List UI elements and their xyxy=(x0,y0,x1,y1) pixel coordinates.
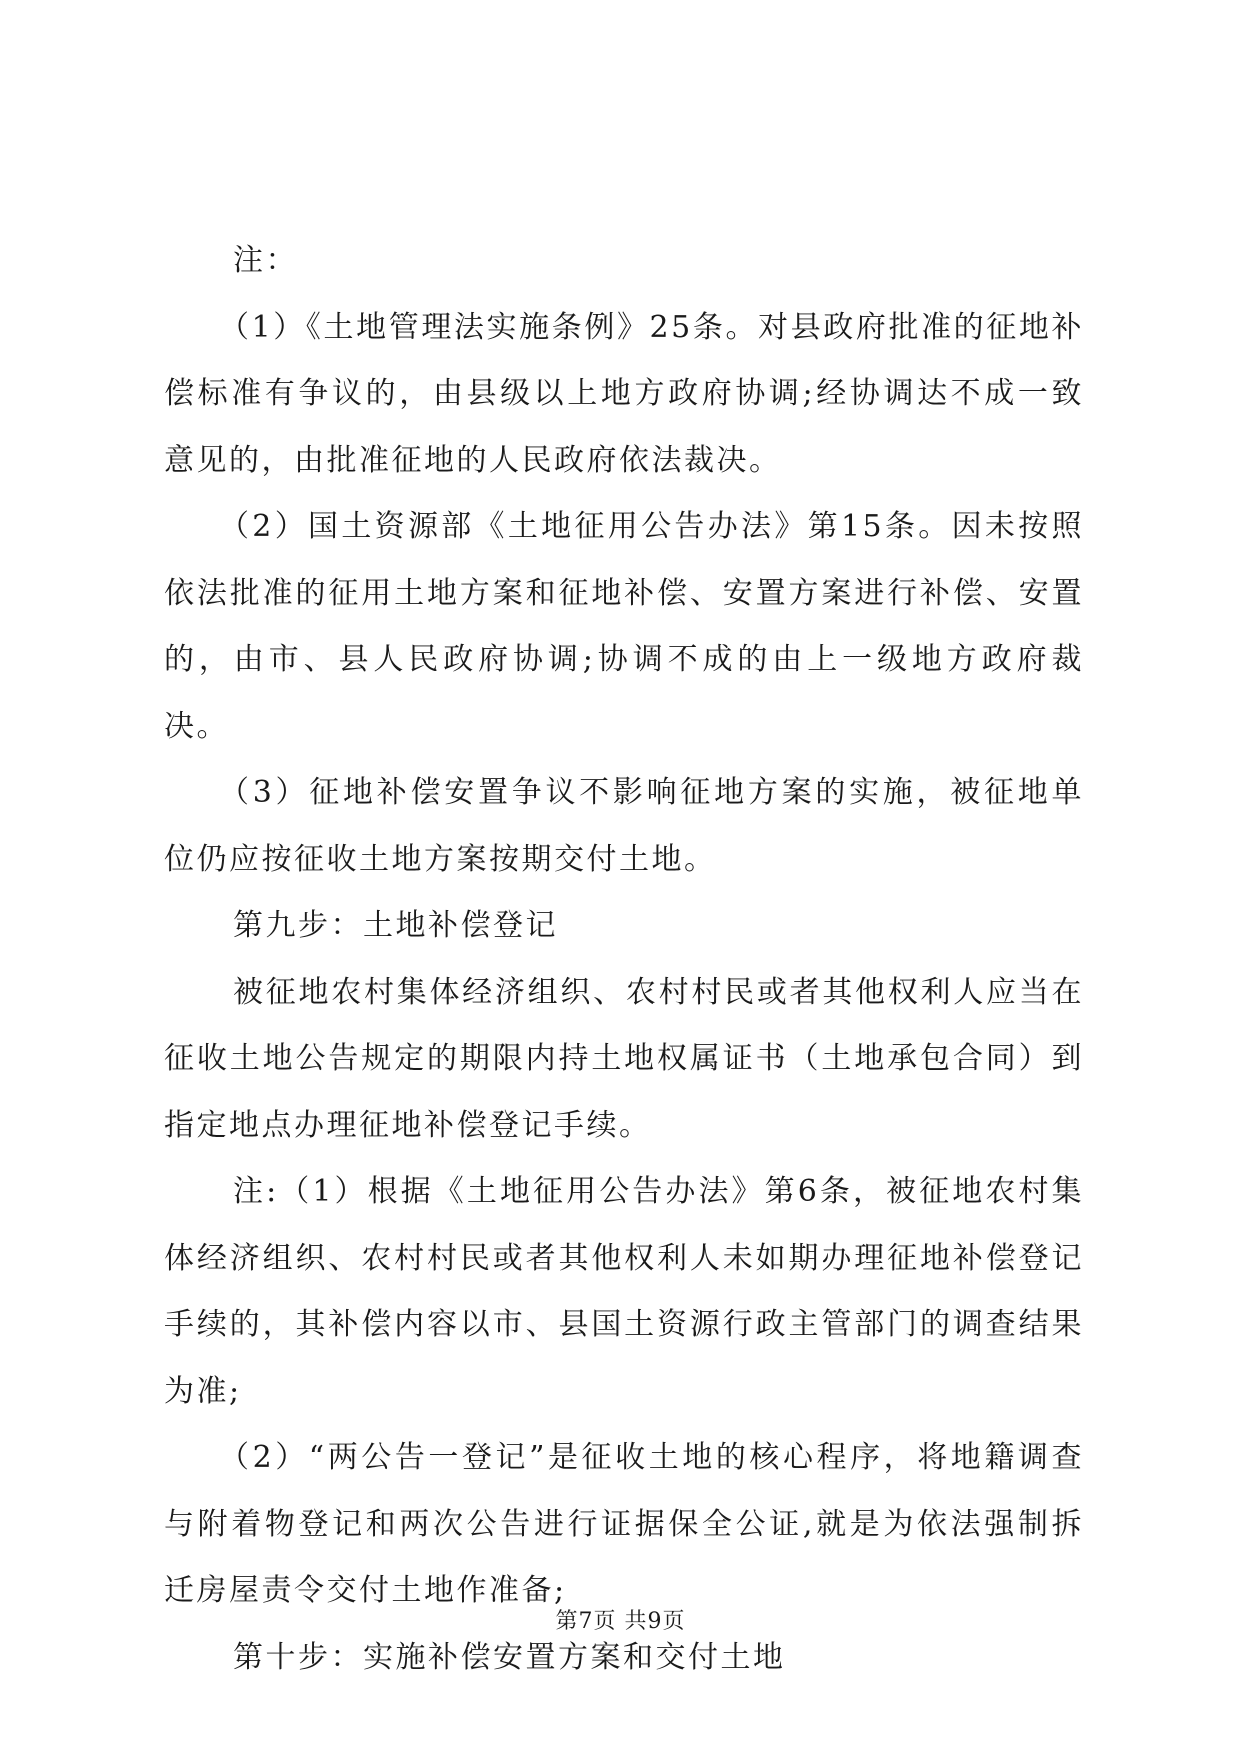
step-9-note-2: （2）“两公告一登记”是征收土地的核心程序，将地籍调查与附着物登记和两次公告进行证据保全公证,就是为依法强制拆迁房屋责令交付土地作准备; xyxy=(164,1440,1084,1608)
note-item-3: （3）征地补偿安置争议不影响征地方案的实施，被征地单位仍应按征收土地方案按期交付土地。 xyxy=(164,775,1084,877)
note-heading: 注： xyxy=(233,243,298,278)
document-body xyxy=(164,228,1084,1691)
step-9-heading: 第九步：土地补偿登记 xyxy=(233,908,558,943)
step-9-body: 被征地农村集体经济组织、农村村民或者其他权利人应当在征收土地公告规定的期限内持土地权属证书（土地承包合同）到指定地点办理征地补偿登记手续。 xyxy=(164,974,1084,1143)
step-10-heading: 第十步：实施补偿安置方案和交付土地 xyxy=(233,1639,786,1675)
note-item-1: （1）《土地管理法实施条例》25条。对县政府批准的征地补偿标准有争议的，由县级以上地方政府协调;经协调达不成一致意见的，由批准征地的人民政府依法裁决。 xyxy=(164,309,1084,478)
page-number-footer: 第7页 共9页 xyxy=(555,1609,686,1634)
note-item-2: （2）国土资源部《土地征用公告办法》第15条。因未按照依法批准的征用土地方案和征地补偿、安置方案进行补偿、安置的，由市、县人民政府协调;协调不成的由上一级地方政府裁决。 xyxy=(164,509,1084,744)
step-9-note-1: 注:（1）根据《土地征用公告办法》第6条，被征地农村集体经济组织、农村村民或者其他权利人未如期办理征地补偿登记手续的，其补偿内容以市、县国土资源行政主管部门的调查结果为准; xyxy=(164,1174,1084,1409)
